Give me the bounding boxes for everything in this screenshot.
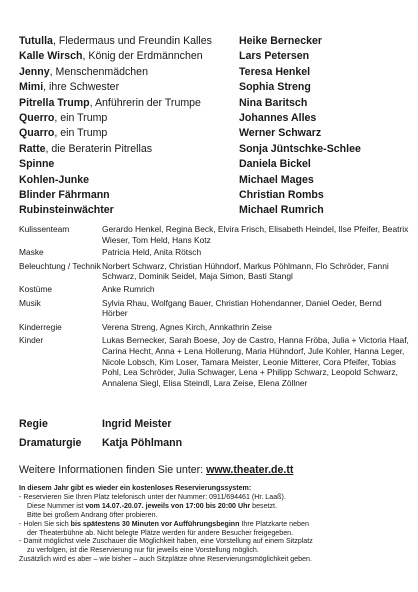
- cast-row: [19, 34, 409, 49]
- crew-names: Anke Rumrich: [102, 283, 155, 294]
- cast-actor: Sonja Jüntschke-Schlee: [239, 142, 361, 155]
- cast-row: [19, 142, 409, 157]
- cast-row: [19, 80, 409, 95]
- cast-role: Kalle Wirsch, König der Erdmännchen: [19, 50, 203, 63]
- crew-label: Kostüme: [19, 283, 53, 294]
- cast-role: Rubinsteinwächter: [19, 204, 114, 217]
- crew-row: [19, 247, 409, 258]
- info-line-5: der Theaterbühne ab. Nicht belegte Plätze werden für andere Besucher freigegeben.: [27, 528, 294, 537]
- info-line-3: Bitte bei großem Andrang öfter probieren.: [27, 510, 158, 519]
- cast-actor: Teresa Henkel: [239, 65, 311, 78]
- info-line-6: - Damit möglichst viele Zuschauer die Möglichkeit haben, eine Vorstellung auf einem Sitzplatz: [19, 537, 313, 546]
- cast-list: [19, 34, 409, 219]
- cast-role: Pitrella Trump, Anführerin der Trumpe: [19, 96, 201, 109]
- reservation-heading: In diesem Jahr gibt es wieder ein kostenloses Reservierungssystem:: [19, 484, 252, 492]
- crew-row: [19, 298, 409, 319]
- crew-label: Maske: [19, 247, 44, 258]
- cast-row: [19, 49, 409, 64]
- cast-row: [19, 157, 409, 172]
- cast-role: Spinne: [19, 158, 55, 171]
- crew-label: Beleuchtung / Technik: [19, 260, 101, 271]
- cast-row: [19, 111, 409, 126]
- pickup-deadline: bis spätestens 30 Minuten vor Aufführungsbeginn: [70, 519, 240, 528]
- cast-role: Tutulla, Fledermaus und Freundin Kalles: [19, 35, 212, 47]
- crew-list: [19, 224, 409, 388]
- info-line-2: Diese Nummer ist vom 14.07.-20.07. jeweils von 17:00 bis 20:00 Uhr besetzt.: [27, 501, 277, 510]
- cast-actor: Nina Baritsch: [239, 96, 308, 109]
- crew-row: [19, 335, 409, 388]
- crew-label: Kinderregie: [19, 321, 62, 332]
- info-line-7: zu verfolgen, ist die Reservierung nur für jeweils eine Vorstellung möglich.: [27, 546, 259, 555]
- info-line-4: - Holen Sie sich bis spätestens 30 Minuten vor Aufführungsbeginn Ihre Platzkarte neben: [19, 519, 309, 528]
- cast-actor: Johannes Alles: [239, 111, 317, 124]
- reservation-info: [19, 484, 409, 564]
- dramaturgie-label: Dramaturgie: [19, 437, 82, 449]
- website-link[interactable]: www.theater.de.tt: [206, 464, 294, 476]
- cast-role: Ratte, die Beraterin Pitrellas: [19, 142, 153, 155]
- regie-row: [19, 418, 171, 430]
- cast-role: Querro, ein Trump: [19, 111, 108, 124]
- crew-row: [19, 224, 409, 245]
- dramaturgie-row: [19, 437, 182, 449]
- cast-actor: Michael Rumrich: [239, 204, 324, 217]
- cast-row: [19, 126, 409, 141]
- more-info-text: Weitere Informationen finden Sie unter:: [19, 464, 207, 476]
- cast-row: [19, 173, 409, 188]
- crew-names: Norbert Schwarz, Christian Hühndorf, Markus Pöhlmann, Flo Schröder, Fanni Schwarz, Dominik Seidel, Maja Simon, Basti Stangl: [102, 260, 389, 282]
- regie-label: Regie: [19, 418, 48, 430]
- cast-row: [19, 203, 409, 218]
- crew-row: [19, 261, 409, 282]
- more-info-line: [19, 464, 293, 476]
- dramaturgie-name: Katja Pöhlmann: [102, 437, 183, 449]
- crew-names: Gerardo Henkel, Regina Beck, Elvira Frisch, Elisabeth Heindel, Ilse Pfeifer, Beatrix Wieser, Tom Held, Hans Kotz: [102, 224, 409, 245]
- crew-label: Kulissenteam: [19, 224, 70, 234]
- cast-role: Kohlen-Junke: [19, 173, 90, 186]
- crew-label: Kinder: [19, 335, 44, 346]
- cast-actor: Werner Schwarz: [239, 127, 322, 140]
- cast-row: [19, 188, 409, 203]
- cast-actor: Michael Mages: [239, 173, 314, 186]
- cast-role: Jenny, Menschenmädchen: [19, 65, 148, 78]
- cast-row: [19, 65, 409, 80]
- cast-role: Quarro, ein Trump: [19, 127, 108, 140]
- crew-names: Patricia Held, Anita Rötsch: [102, 247, 202, 258]
- cast-role: Blinder Fährmann: [19, 188, 110, 201]
- info-line-8: Zusätzlich wird es aber – wie bisher – auch Sitzplätze ohne Reservierungsmöglichkeit geben.: [19, 555, 312, 564]
- cast-actor: Heike Bernecker: [239, 35, 323, 47]
- cast-actor: Lars Petersen: [239, 50, 310, 63]
- cast-actor: Daniela Bickel: [239, 158, 311, 171]
- crew-label: Musik: [19, 297, 41, 308]
- crew-row: [19, 284, 409, 295]
- phone-hours: vom 14.07.-20.07. jeweils von 17:00 bis 20:00 Uhr: [85, 501, 251, 510]
- cast-actor: Sophia Streng: [239, 81, 311, 94]
- crew-names: Sylvia Rhau, Wolfgang Bauer, Christian Hohendanner, Daniel Oeder, Bernd Hörber: [102, 297, 382, 319]
- cast-row: [19, 96, 409, 111]
- cast-role: Mimi, ihre Schwester: [19, 81, 120, 94]
- crew-names: Lukas Bernecker, Sarah Boese, Joy de Castro, Hanna Fröba, Julia + Victoria Haaf, Carina Hecht, Anna + Lena Hollerung, Maria Hühndorf, Jule Kohler, Hanna Leger, Nicole Lobsch, Kim Loser, Tamara Meister, Leonie Mitterer, Cora Pfeifer, Tobias Pohl, Lea Schröder, Julia Schwager, Lena + Philipp Schwarz, Leopold Schwarz, Annalena Siegl, Elisa Steindl, Lara Zeise, Elena Zöllner: [102, 335, 409, 388]
- crew-row: [19, 322, 409, 333]
- info-line-1: - Reservieren Sie Ihren Platz telefonisch unter der Nummer: 0911/694461 (Hr. Laaß).: [19, 492, 286, 501]
- cast-actor: Christian Rombs: [239, 188, 324, 201]
- crew-names: Verena Streng, Agnes Kirch, Annkathrin Zeise: [102, 321, 272, 332]
- regie-name: Ingrid Meister: [102, 418, 172, 430]
